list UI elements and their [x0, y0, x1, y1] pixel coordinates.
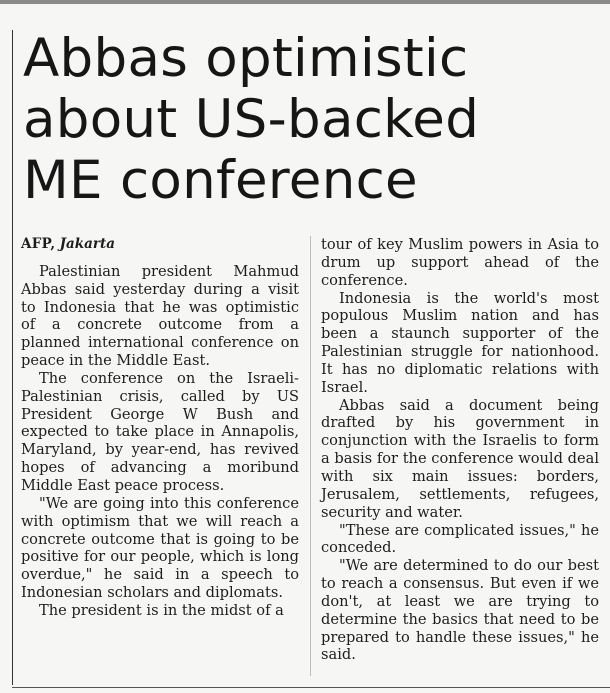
paragraph: "We are going into this conference with optimism that we will reach a concrete outcome that is going to be positive for our people, which is long overdue," he said in a speech to Indonesian scholars and diplomats.: [21, 494, 299, 602]
dateline: [21, 236, 299, 254]
article-column-right: [321, 236, 599, 664]
dateline-city: Jakarta: [59, 236, 116, 252]
paragraph-continuation: tour of key Muslim powers in Asia to drum up support ahead of the conference.: [321, 236, 599, 289]
paragraph: "We are determined to do our best to reach a consensus. But even if we don't, at least we are trying to determine the basics that need to be prepared to handle these issues," he said.: [321, 557, 599, 664]
bottom-rule: [12, 687, 610, 688]
headline-line-2: about US-backed: [23, 89, 480, 150]
paragraph: Palestinian president Mahmud Abbas said yesterday during a visit to Indonesia that he was optimistic of a concrete outcome from a planned international conference on peace in the Middle East.: [21, 262, 299, 370]
headline-line-1: Abbas optimistic: [23, 28, 469, 89]
dateline-agency: AFP,: [21, 236, 56, 252]
article-column-left: [21, 236, 299, 620]
headline-line-3: ME conference: [23, 150, 418, 211]
headline: [23, 28, 603, 211]
column-divider: [310, 236, 311, 676]
paragraph: "These are complicated issues," he conceded.: [321, 521, 599, 557]
paragraph: Abbas said a document being drafted by his government in conjunction with the Israelis to form a basis for the conference would deal with six main issues: borders, Jerusalem, settlements, refugees, security and water.: [321, 396, 599, 521]
paragraph: The conference on the Israeli-Palestinian crisis, called by US President George W Bush and expected to take place in Annapolis, Maryland, by year-end, has revived hopes of advancing a moribund Middle East peace process.: [21, 369, 299, 494]
left-rule: [12, 30, 13, 685]
paragraph: The president is in the midst of a: [39, 601, 284, 619]
paragraph: Indonesia is the world's most populous Muslim nation and has been a staunch supporter of the Palestinian struggle for nationhood. It has no diplomatic relations with Israel.: [321, 289, 599, 396]
top-rule: [0, 0, 610, 4]
